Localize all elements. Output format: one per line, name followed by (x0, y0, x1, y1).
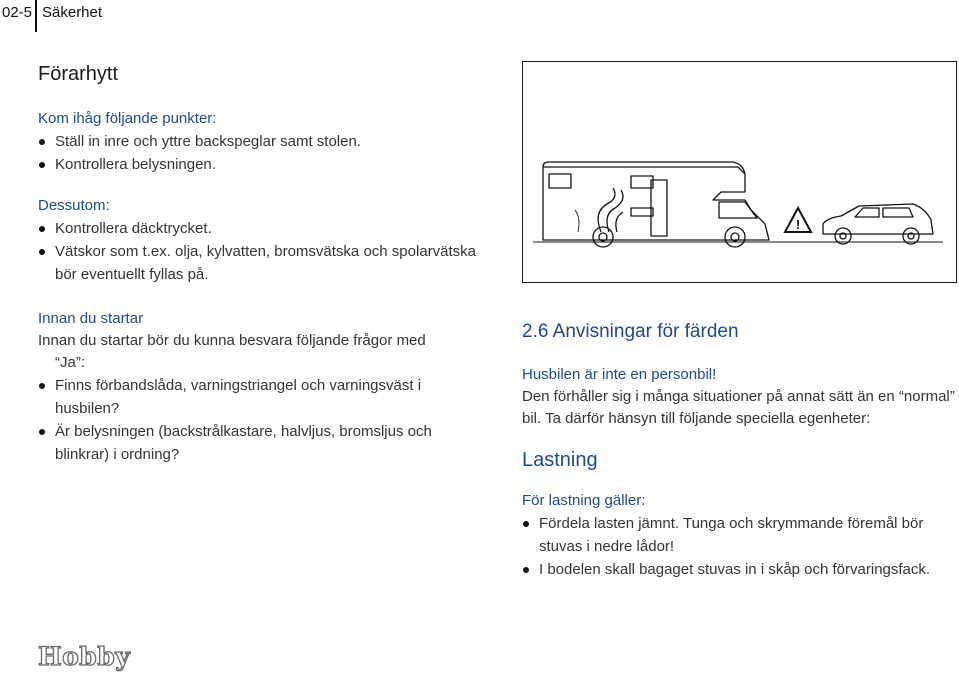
cab-window (719, 202, 757, 218)
also-list (38, 217, 478, 286)
driving-illustration (522, 61, 957, 283)
notice-text: Den förhåller sig i många situationer på annat sätt än en “normal” bil. Ta därför hänsyn till följande speciella egenheter: (522, 388, 955, 427)
before-start-list (38, 374, 478, 466)
before-start-heading: Innan du startar (38, 310, 144, 327)
notice-heading: Husbilen är inte en personbil! (522, 366, 717, 383)
list-item: Kontrollera belysningen. (38, 153, 478, 176)
chapter-name: Säkerhet (42, 4, 103, 21)
remember-list (38, 130, 478, 176)
logo-text: Hobby (38, 642, 131, 671)
motorhome-body (543, 167, 769, 240)
motorhome-car-drawing (523, 62, 958, 284)
list-item: Ställ in inre och yttre backspeglar samt stolen. (38, 130, 478, 153)
header-divider (35, 0, 37, 32)
warning-symbol: ! (795, 217, 801, 232)
motorhome-window (631, 208, 653, 216)
wheel (725, 227, 745, 247)
motorhome-window (549, 174, 571, 188)
remember-heading: Kom ihåg följande punkter: (38, 110, 217, 127)
section-title-cab: Förarhytt (38, 63, 119, 85)
list-item: Finns förbandslåda, varningstriangel och varningsväst i husbilen? (38, 374, 478, 420)
before-start-intro-cont: “Ja”: (55, 354, 85, 371)
also-heading: Dessutom: (38, 197, 110, 214)
list-item: Kontrollera däcktrycket. (38, 217, 478, 240)
list-item: Vätskor som t.ex. olja, kylvatten, bromsvätska och spolarvätska bör eventuellt fyllas på. (38, 240, 478, 286)
left-column (38, 62, 478, 466)
wheel (593, 227, 613, 247)
list-item: I bodelen skall bagaget stuvas in i skåp och förvaringsfack. (522, 558, 957, 581)
brand-logo (38, 642, 130, 671)
list-item: Är belysningen (backstrålkastare, halvljus, bromsljus och blinkrar) i ordning? (38, 420, 478, 466)
loading-list (522, 512, 957, 581)
car-drawing (823, 204, 933, 244)
before-start-intro: Innan du startar bör du kunna besvara följande frågor med (38, 332, 426, 349)
motorhome-window (631, 176, 653, 188)
loading-heading: För lastning gäller: (522, 492, 646, 509)
list-item: Fördela lasten jämnt. Tunga och skrymmande föremål bör stuvas i nedre lådor! (522, 512, 957, 558)
page-number: 02-5 (2, 4, 33, 21)
section-title-driving: 2.6 Anvisningar för färden (522, 321, 739, 342)
warning-triangle-icon (785, 208, 811, 232)
right-column (522, 320, 957, 581)
loading-title: Lastning (522, 449, 598, 471)
